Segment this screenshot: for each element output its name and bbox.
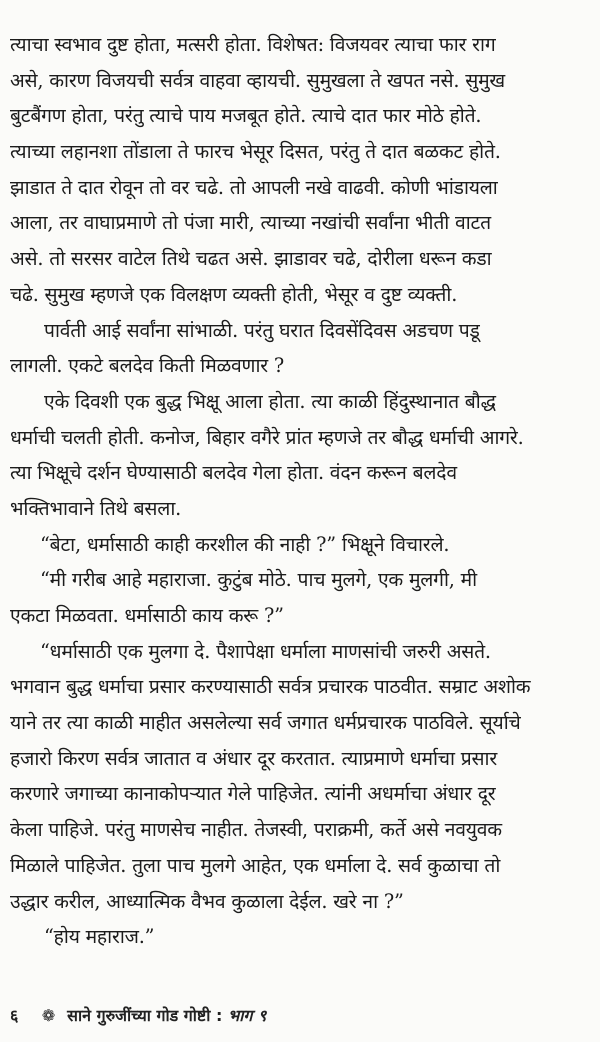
text-line: त्याच्या लहानशा तोंडाला ते फारच भेसूर दिसत, परंतु ते दात बळकट होते. — [10, 140, 501, 164]
text-line: असे. तो सरसर वाटेल तिथे चढत असे. झाडावर चढे, दोरीला धरून कडा — [10, 247, 492, 271]
text-line: त्या भिक्षूचे दर्शन घेण्यासाठी बलदेव गेला होता. वंदन करून बलदेव — [10, 461, 457, 485]
text-line: याने तर त्या काळी माहीत असलेल्या सर्व जगात धर्मप्रचारक पाठविले. सूर्याचे — [10, 711, 521, 735]
flower-ornament-icon: ❁ — [41, 1006, 56, 1025]
dialogue-line: “होय महाराज.” — [44, 925, 155, 949]
text-line: करणारे जगाच्या कानाकोपऱ्यात गेले पाहिजेत. त्यांनी अधर्माचा अंधार दूर — [10, 782, 496, 806]
text-line: भक्तिभावाने तिथे बसला. — [10, 496, 182, 520]
page-footer — [10, 1003, 590, 1029]
book-part: भाग ९ — [227, 1006, 267, 1025]
text-line: मिळाले पाहिजेत. तुला पाच मुलगे आहेत, एक धर्माला दे. सर्व कुळाचा तो — [10, 853, 501, 877]
text-line: एकटा मिळवता. धर्मासाठी काय करू ?” — [10, 604, 284, 627]
text-line: लागली. एकटे बलदेव किती मिळवणार ? — [10, 354, 285, 378]
text-line: असे, कारण विजयची सर्वत्र वाहवा व्हायची. सुमुखला ते खपत नसे. सुमुख — [10, 68, 505, 92]
paragraph-start-line: पार्वती आई सर्वांना सांभाळी. परंतु घरात दिवसेंदिवस अडचण पडू — [44, 318, 480, 342]
paragraph-start-line: एके दिवशी एक बुद्ध भिक्षू आला होता. त्या काळी हिंदुस्थानात बौद्ध — [44, 389, 496, 413]
text-line: भगवान बुद्ध धर्माचा प्रसार करण्यासाठी सर्वत्र प्रचारक पाठवीत. सम्राट अशोक — [10, 675, 531, 699]
dialogue-line: “धर्मासाठी एक मुलगा दे. पैशापेक्षा धर्माला माणसांची जरुरी असते. — [40, 639, 491, 663]
text-line: आला, तर वाघाप्रमाणे तो पंजा मारी, त्याच्या नखांची सर्वांना भीती वाटत — [10, 211, 491, 235]
text-line: त्याचा स्वभाव दुष्ट होता, मत्सरी होता. विशेषत: विजयवर त्याचा फार राग — [10, 33, 496, 56]
text-line: बुटबैंगण होता, परंतु त्याचे पाय मजबूत होते. त्याचे दात फार मोठे होते. — [10, 104, 482, 128]
dialogue-line: “बेटा, धर्मासाठी काही करशील की नाही ?” भिक्षूने विचारले. — [40, 532, 450, 556]
text-line: चढे. सुमुख म्हणजे एक विलक्षण व्यक्ती होती, भेसूर व दुष्ट व्यक्ती. — [10, 282, 458, 306]
text-line: धर्माची चलती होती. कनोज, बिहार वगैरे प्रांत म्हणजे तर बौद्ध धर्माची आगरे. — [10, 425, 524, 449]
text-line: उद्धार करील, आध्यात्मिक वैभव कुळाला देईल. खरे ना ?” — [10, 889, 404, 913]
page-body-text — [10, 27, 590, 955]
text-line: झाडात ते दात रोवून तो वर चढे. तो आपली नखे वाढवी. कोणी भांडायला — [10, 175, 498, 199]
book-title: साने गुरुजींच्या गोड गोष्टी : — [67, 1006, 223, 1025]
text-line: हजारो किरण सर्वत्र जातात व अंधार दूर करतात. त्याप्रमाणे धर्माचा प्रसार — [10, 746, 498, 770]
dialogue-line: “मी गरीब आहे महाराजा. कुटुंब मोठे. पाच मुलगे, एक मुलगी, मी — [40, 568, 477, 592]
page-number: ६ — [10, 1006, 19, 1025]
text-line: केला पाहिजे. परंतु माणसेच नाहीत. तेजस्वी, पराक्रमी, कर्ते असे नवयुवक — [10, 818, 502, 842]
